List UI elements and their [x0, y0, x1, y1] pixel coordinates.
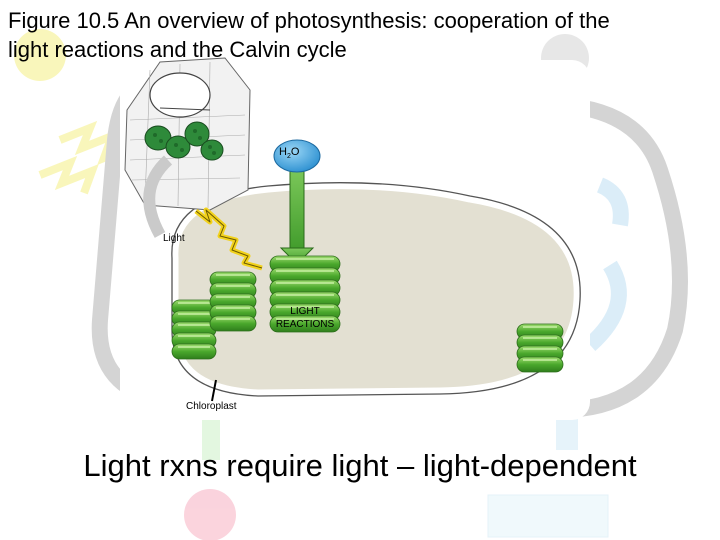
thylakoid-stack-left-mid [210, 272, 256, 331]
chloroplast-label: Chloroplast [186, 401, 237, 412]
thylakoid-stack-right [517, 324, 563, 372]
thylakoid-stack-left [172, 300, 216, 359]
slide-caption: Light rxns require light – light-dependent [83, 448, 637, 483]
light-reactions-label: LIGHT REACTIONS [275, 306, 335, 330]
slide-title: Figure 10.5 An overview of photosynthesis: cooperation of the light reactions and the Calvin cycle [8, 8, 610, 62]
water-label: $H_2O$ [279, 146, 300, 161]
light-label: Light [163, 233, 185, 244]
